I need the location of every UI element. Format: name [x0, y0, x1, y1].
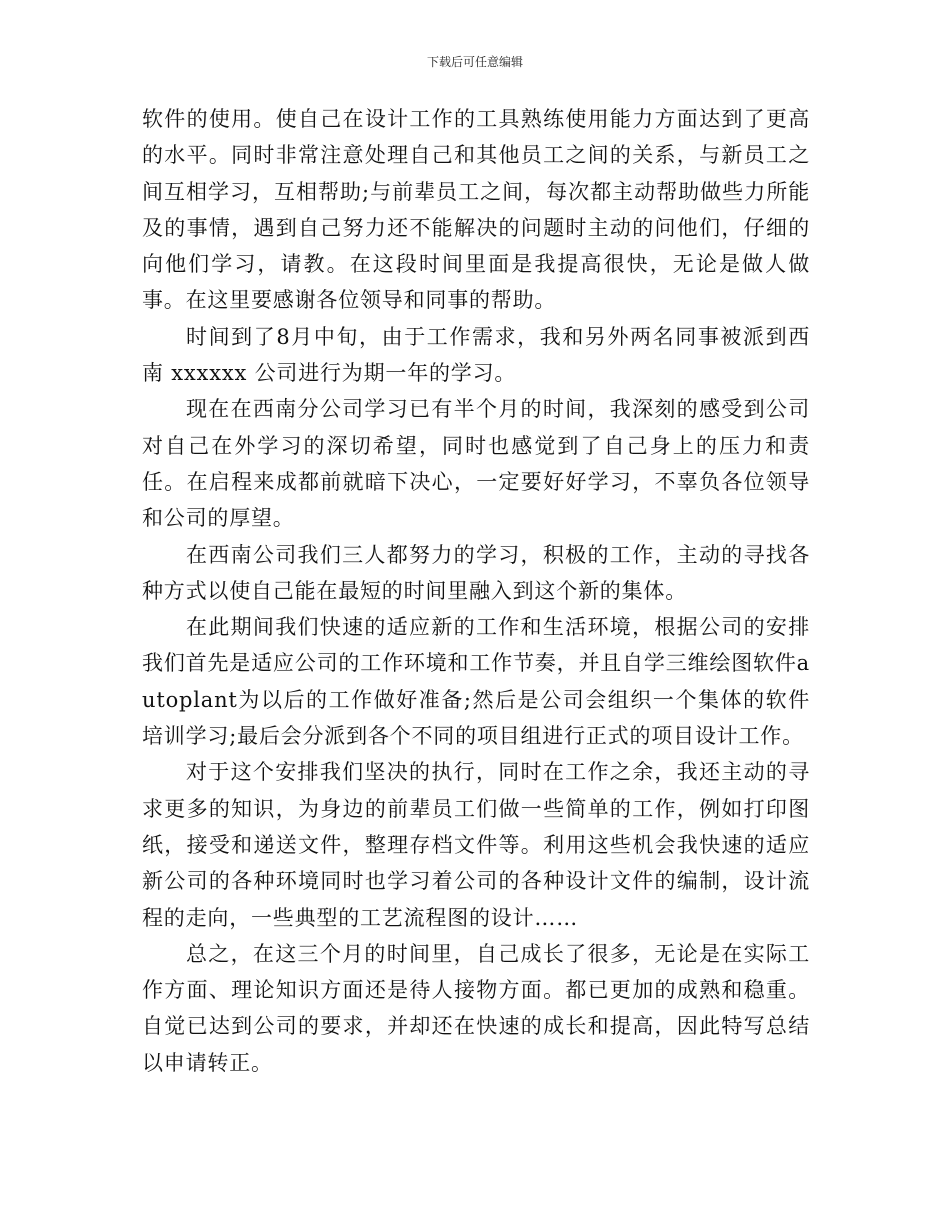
paragraph: 现在在西南分公司学习已有半个月的时间，我深刻的感受到公司对自己在外学习的深切希望，同时也感觉到了自己身上的压力和责任。在启程来成都前就暗下决心，一定要好好学习，不辜负各位领导和公司的厚望。: [142, 397, 810, 531]
paragraph: 时间到了8月中旬，由于工作需求，我和另外两名同事被派到西南 xxxxxx 公司进行为期一年的学习。: [142, 324, 810, 386]
paragraph: 在此期间我们快速的适应新的工作和生活环境，根据公司的安排我们首先是适应公司的工作环境和工作节奏，并且自学三维绘图软件autoplant为以后的工作做好准备;然后是公司会组织一个集体的软件培训学习;最后会分派到各个不同的项目组进行正式的项目设计工作。: [142, 615, 810, 749]
paragraph-conclusion: 总之，在这三个月的时间里，自己成长了很多，无论是在实际工作方面、理论知识方面还是待人接物方面。都已更加的成熟和稳重。自觉已达到公司的要求，并却还在快速的成长和提高，因此特写总结以申请转正。: [142, 941, 810, 1075]
paragraph-continued: 软件的使用。使自己在设计工作的工具熟练使用能力方面达到了更高的水平。同时非常注意处理自己和其他员工之间的关系，与新员工之间互相学习，互相帮助;与前辈员工之间，每次都主动帮助做些力所能及的事情，遇到自己努力还不能解决的问题时主动的问他们，仔细的向他们学习，请教。在这段时间里面是我提高很快，无论是做人做事。在这里要感谢各位领导和同事的帮助。: [142, 107, 810, 313]
paragraph: 在西南公司我们三人都努力的学习，积极的工作，主动的寻找各种方式以使自己能在最短的时间里融入到这个新的集体。: [142, 542, 810, 603]
document-body: [142, 101, 810, 1081]
paragraph: 对于这个安排我们坚决的执行，同时在工作之余，我还主动的寻求更多的知识，为身边的前辈员工们做一些简单的工作，例如打印图纸，接受和递送文件，整理存档文件等。利用这些机会我快速的适应新公司的各种环境同时也学习着公司的各种设计文件的编制，设计流程的走向，一些典型的工艺流程图的设计……: [142, 760, 810, 930]
page-header: 下载后可任意编辑: [426, 55, 523, 69]
